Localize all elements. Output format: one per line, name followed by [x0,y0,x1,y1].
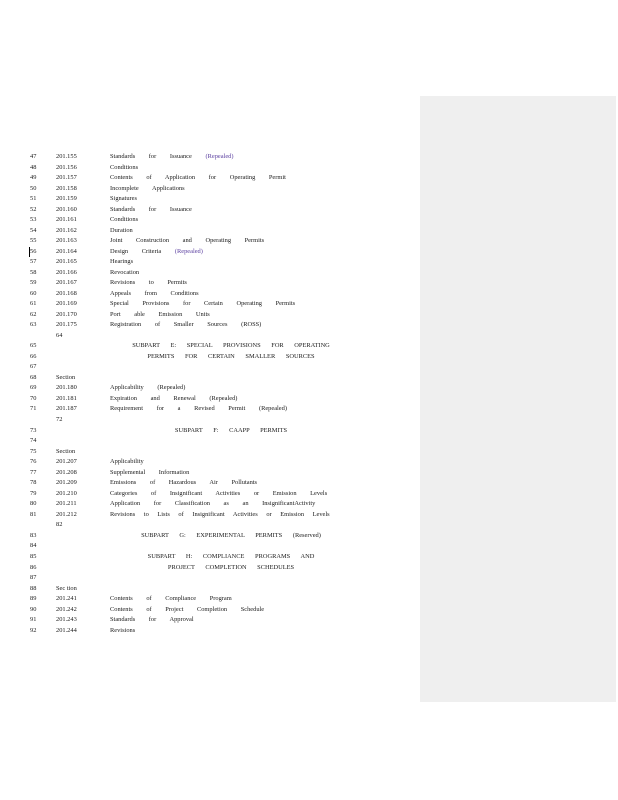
line-number: 69 [30,384,37,391]
repealed-note: (Repealed) [205,153,234,160]
line-number: 76 [30,458,37,465]
section-title: Hearings [110,258,134,265]
line-number: 78 [30,479,37,486]
line-number: 74 [30,437,37,444]
section-title: Duration [110,227,133,234]
line-number: 92 [30,627,37,634]
line-number: 86 [30,564,37,571]
section-title: Emissions of Hazardous Air Pollutants [110,479,258,486]
section-title: Special Provisions for Certain Operating Permits [110,300,296,307]
section-title: Revisions to Lists of Insignificant Activities or Emission Levels [110,511,330,518]
subpart-g-heading: SUBPART G: EXPERIMENTAL PERMITS (Reserved) [141,532,321,539]
section-title: Joint Construction and Operating Permits [110,237,265,244]
section-number: 201.157 [56,174,77,181]
section-number: 201.242 [56,606,77,613]
section-title: Design Criteria (Repealed) [110,248,203,255]
line-number: 88 [30,585,37,592]
line-number: 54 [30,227,37,234]
line-number: 82 [56,521,63,528]
section-number: 201.158 [56,185,77,192]
repealed-note: (Repealed) [174,248,203,255]
section-label: Section [56,448,76,455]
line-number: 84 [30,542,37,549]
line-number: 79 [30,490,37,497]
line-number: 90 [30,606,37,613]
section-title: Signatures [110,195,137,202]
line-number: 83 [30,532,37,539]
line-number: 80 [30,500,37,507]
section-title: Contents of Project Completion Schedule [110,606,265,613]
section-title: Appeals from Conditions [110,290,199,297]
section-number: 201.212 [56,511,77,518]
section-title: Application for Classification as an InsignificantActivity [110,500,316,507]
section-number: 201.155 [56,153,77,160]
section-number: 201.164 [56,248,77,255]
line-number: 57 [30,258,37,265]
section-title: Expiration and Renewal (Repealed) [110,395,238,402]
line-number: 52 [30,206,37,213]
section-number: 201.187 [56,405,77,412]
section-title: Standards for Issuance (Repealed) [110,153,234,160]
line-number: 70 [30,395,37,402]
section-number: 201.167 [56,279,77,286]
line-number: 65 [30,342,37,349]
section-number: 201.168 [56,290,77,297]
line-number: 91 [30,616,37,623]
line-number: 87 [30,574,37,581]
section-number: 201.210 [56,490,77,497]
section-number: 201.207 [56,458,77,465]
section-number: 201.161 [56,216,77,223]
section-title: Requirement for a Revised Permit (Repealed) [110,405,287,412]
section-number: 201.243 [56,616,77,623]
section-number: 201.160 [56,206,77,213]
line-number: 77 [30,469,37,476]
section-title: Port able Emission Units [110,311,210,318]
section-title: Conditions [110,164,139,171]
section-number: 201.181 [56,395,77,402]
line-number: 75 [30,448,37,455]
line-number: 66 [30,353,37,360]
section-title: Categories of Insignificant Activities or Emission Levels [110,490,328,497]
line-number: 64 [56,332,63,339]
section-title: Supplemental Information [110,469,190,476]
line-number: 62 [30,311,37,318]
section-title: Standards for Approval [110,616,194,623]
section-title: Revisions to Permits [110,279,187,286]
section-number: 201.211 [56,500,77,507]
subpart-f-heading: SUBPART F: CAAPP PERMITS [174,427,288,434]
line-number: 51 [30,195,37,202]
comment-margin-pane[interactable] [420,96,616,702]
section-title: Applicability [110,458,144,465]
section-number: 201.156 [56,164,77,171]
line-number: 81 [30,511,37,518]
line-number: 85 [30,553,37,560]
line-number: 71 [30,405,37,412]
section-number: 201.241 [56,595,77,602]
section-title: Revisions [110,627,136,634]
section-title: Incomplete Applications [110,185,185,192]
line-number: 63 [30,321,37,328]
section-title: Conditions [110,216,139,223]
line-number: 48 [30,164,37,171]
line-number: 72 [56,416,63,423]
section-number: 201.244 [56,627,77,634]
section-number: 201.175 [56,321,77,328]
text-cursor [29,247,30,257]
line-number: 89 [30,595,37,602]
section-number: 201.209 [56,479,77,486]
subpart-e-heading-line1: SUBPART E: SPECIAL PROVISIONS FOR OPERATING [132,342,330,349]
section-title: Registration of Smaller Sources (ROSS) [110,321,262,328]
line-number: 73 [30,427,37,434]
section-number: 201.166 [56,269,77,276]
repealed-note: (Repealed) [209,395,238,402]
section-number: 201.170 [56,311,77,318]
line-number: 60 [30,290,37,297]
line-number: 55 [30,237,37,244]
line-number: 53 [30,216,37,223]
subpart-h-heading-line1: SUBPART H: COMPLIANCE PROGRAMS AND [147,553,315,560]
section-number: 201.162 [56,227,77,234]
section-title: Contents of Application for Operating Permit [110,174,286,181]
section-label: Sec tion [56,585,77,592]
line-number: 58 [30,269,37,276]
repealed-note: (Repealed) [157,384,186,391]
section-title: Revocation [110,269,140,276]
subpart-h-heading-line2: PROJECT COMPLETION SCHEDULES [167,564,295,571]
line-number: 68 [30,374,37,381]
section-label: Section [56,374,76,381]
line-number: 56 [30,248,37,255]
line-number: 67 [30,363,37,370]
section-number: 201.169 [56,300,77,307]
line-number: 47 [30,153,37,160]
repealed-note: (Repealed) [258,405,287,412]
subpart-e-heading-line2: PERMITS FOR CERTAIN SMALLER SOURCES [147,353,315,360]
section-number: 201.180 [56,384,77,391]
section-title: Standards for Issuance [110,206,192,213]
section-title: Applicability (Repealed) [110,384,186,391]
section-title: Contents of Compliance Program [110,595,232,602]
line-number: 61 [30,300,37,307]
line-number: 59 [30,279,37,286]
line-number: 49 [30,174,37,181]
line-number: 50 [30,185,37,192]
section-number: 201.208 [56,469,77,476]
section-number: 201.159 [56,195,77,202]
section-number: 201.163 [56,237,77,244]
section-number: 201.165 [56,258,77,265]
